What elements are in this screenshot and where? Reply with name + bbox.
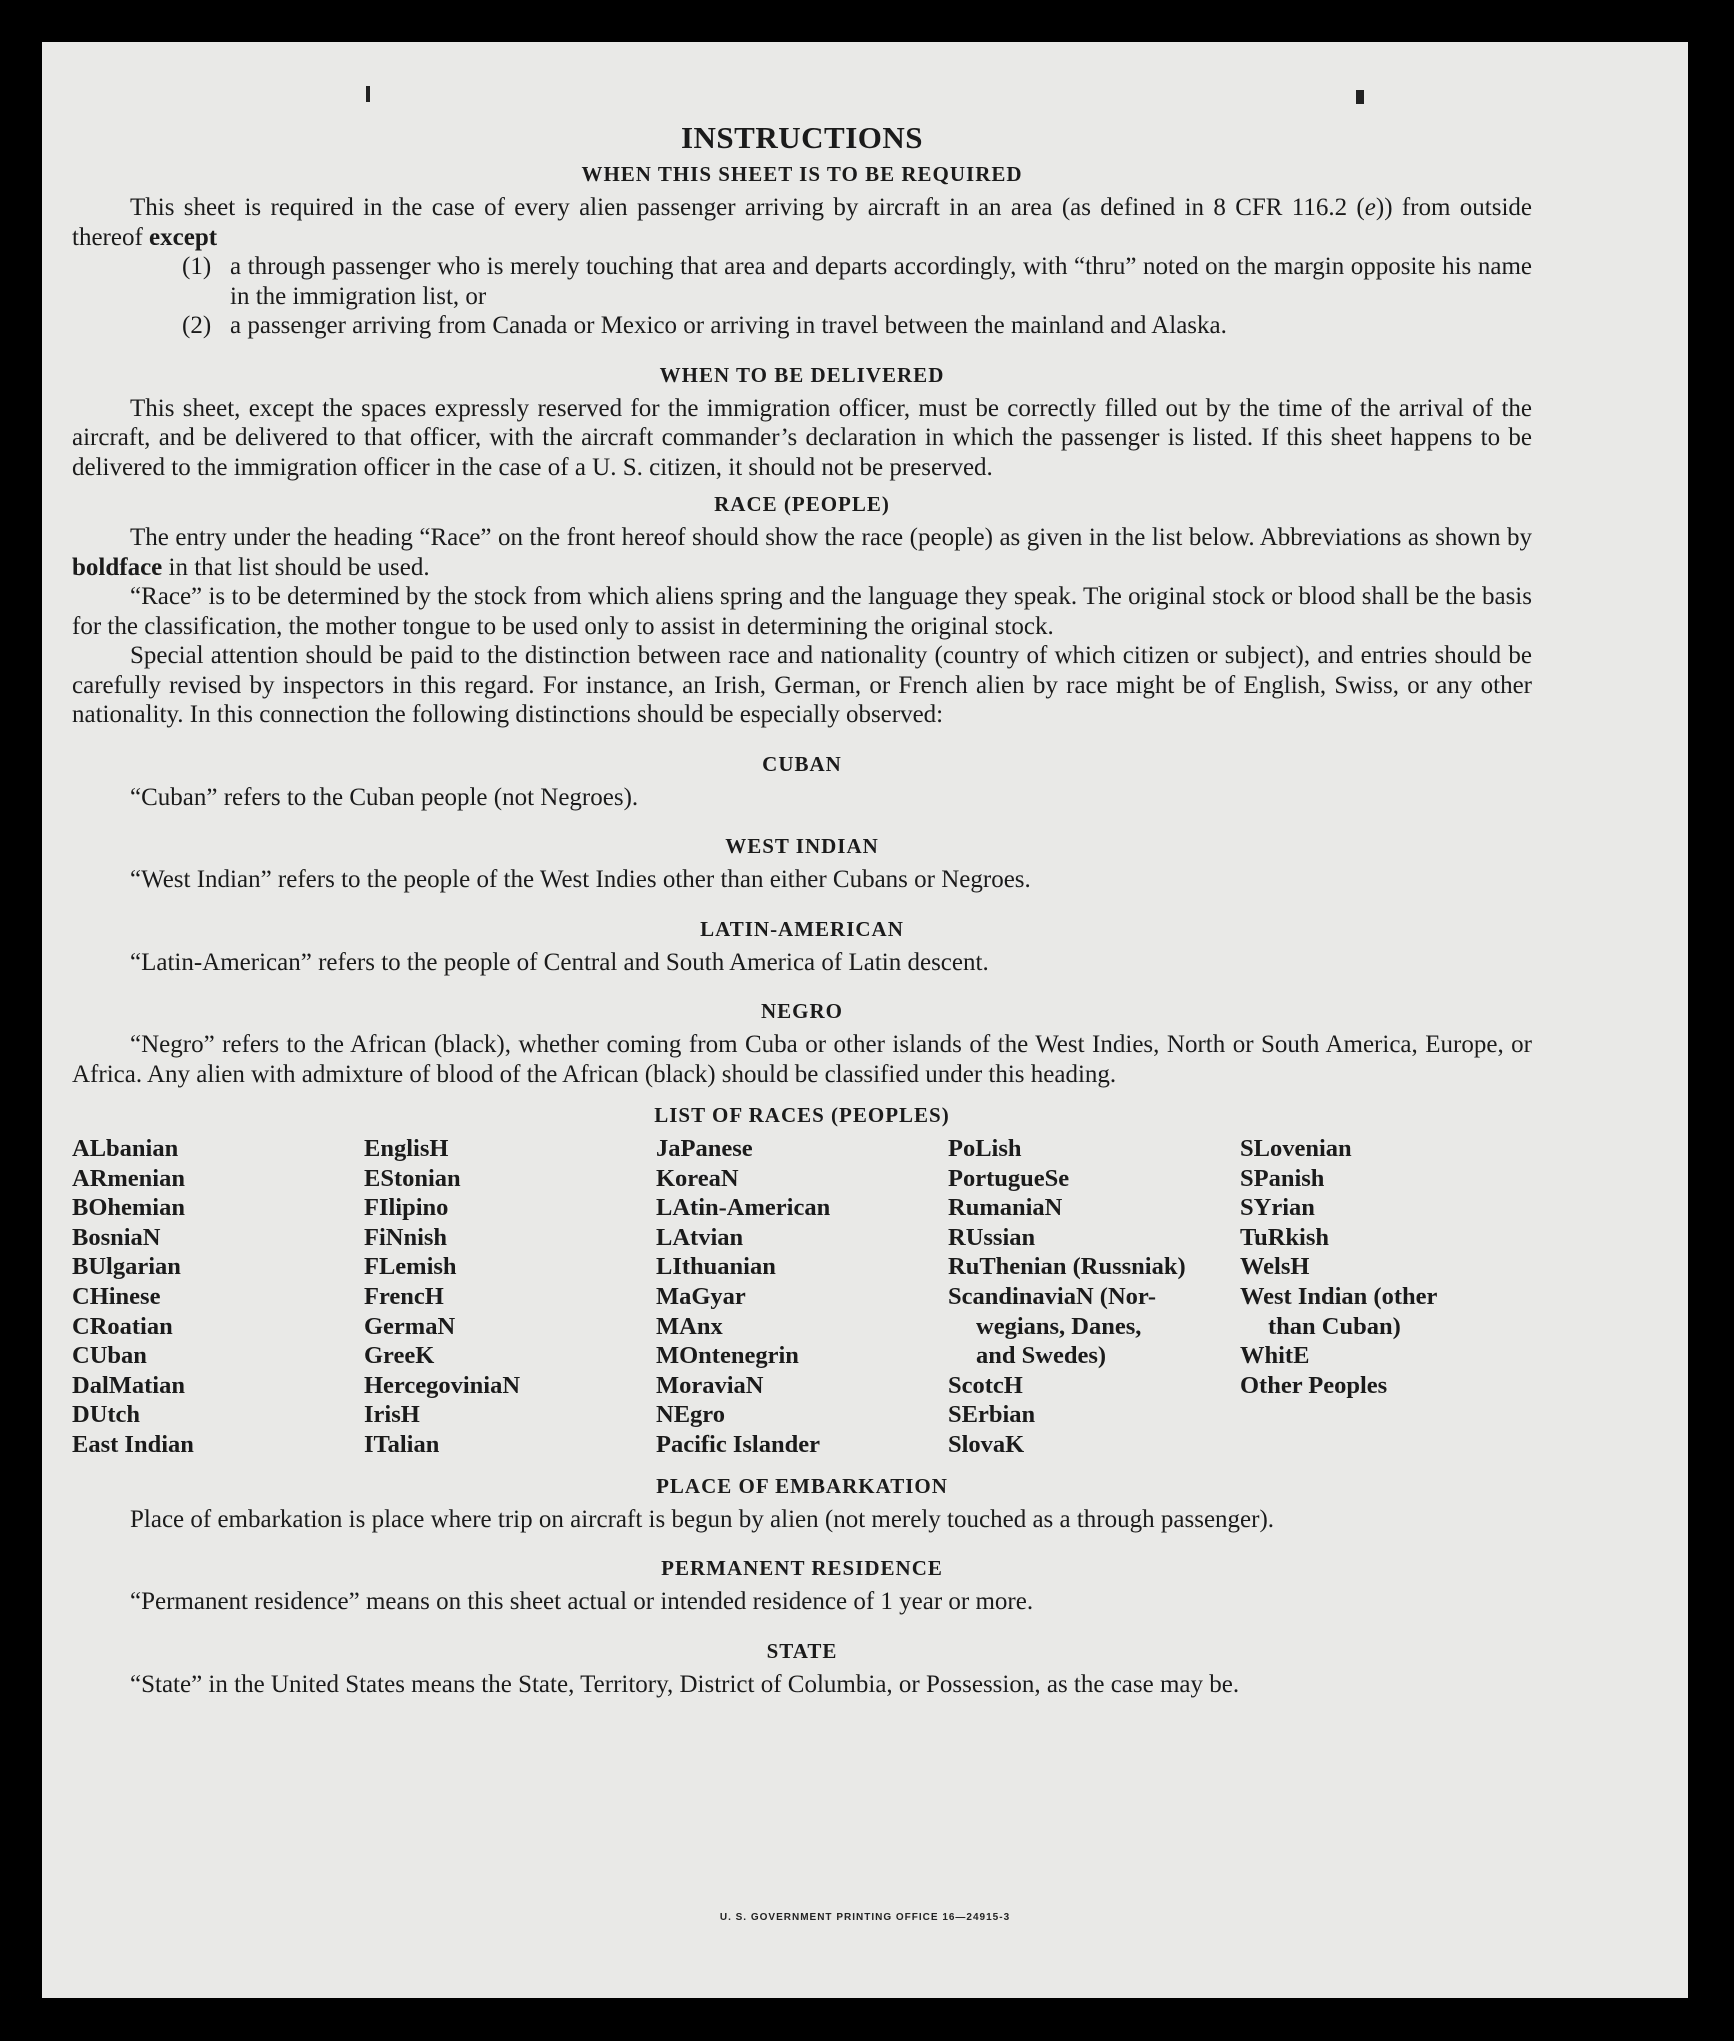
scan-speck bbox=[366, 86, 370, 102]
paragraph-latin-american: “Latin-American” refers to the people of Central and South America of Latin descent. bbox=[130, 948, 989, 976]
races-column-2 bbox=[364, 1134, 656, 1460]
race-entry: EnglisH bbox=[364, 1135, 449, 1162]
race-entry: GreeK bbox=[364, 1342, 435, 1370]
race-entry: SLovenian bbox=[1240, 1135, 1352, 1162]
heading-list-of-races: LIST OF RACES (PEOPLES) bbox=[654, 1103, 950, 1127]
race-entry: JaPanese bbox=[656, 1135, 753, 1162]
race-entry: SlovaK bbox=[948, 1430, 1025, 1458]
race-entry: LAtvian bbox=[656, 1223, 744, 1251]
race-entry: KoreaN bbox=[656, 1164, 739, 1192]
race-entry: WhitE bbox=[1240, 1342, 1310, 1370]
exception-item-1: (1) a through passenger who is merely touching that area and departs accordingly, with “thru” noted on the margin opposite his name in the immigration list, or bbox=[182, 253, 1532, 310]
exception-item-2: (2) a passenger arriving from Canada or Mexico or arriving in travel between the mainland and Alaska. bbox=[182, 312, 1227, 339]
printer-imprint: U. S. GOVERNMENT PRINTING OFFICE 16—24915-3 bbox=[719, 1912, 1011, 1923]
heading-permanent-residence: PERMANENT RESIDENCE bbox=[661, 1556, 943, 1581]
heading-west-indian: WEST INDIAN bbox=[725, 834, 879, 858]
race-entry: DUtch bbox=[72, 1401, 141, 1429]
document-sheet bbox=[42, 42, 1688, 1998]
race-entry: SPanish bbox=[1240, 1164, 1325, 1192]
race-entry: Other Peoples bbox=[1240, 1371, 1388, 1399]
heading-negro: NEGRO bbox=[760, 999, 843, 1023]
heading-when-required: WHEN THIS SHEET IS TO BE REQUIRED bbox=[581, 162, 1023, 186]
heading-latin-american: LATIN-AMERICAN bbox=[700, 916, 904, 941]
race-entry: PoLish bbox=[948, 1135, 1022, 1162]
race-entry: ITalian bbox=[364, 1430, 440, 1458]
race-entry: Pacific Islander bbox=[656, 1430, 820, 1458]
race-entry: DalMatian bbox=[72, 1371, 185, 1399]
race-entry: ARmenian bbox=[72, 1164, 185, 1192]
heading-embarkation: PLACE OF EMBARKATION bbox=[656, 1473, 948, 1498]
race-entry: MAnx bbox=[656, 1312, 723, 1340]
races-list bbox=[72, 1134, 1532, 1460]
paragraph-permanent-residence: “Permanent residence” means on this sheet actual or intended residence of 1 year or more. bbox=[130, 1588, 1034, 1616]
race-entry: CHinese bbox=[72, 1282, 161, 1310]
paragraph-negro: “Negro” refers to the African (black), whether coming from Cuba or other islands of the West Indies, North or South America, Europe, or Africa. Any alien with admixture of blood of the African (black) should be classified under this heading. bbox=[72, 1031, 1532, 1088]
race-entry: MoraviaN bbox=[656, 1371, 764, 1399]
race-entry: RuThenian (Russniak) bbox=[948, 1253, 1186, 1281]
heading-state: STATE bbox=[766, 1638, 838, 1663]
race-entry: TuRkish bbox=[1240, 1223, 1330, 1251]
race-entry: FIlipino bbox=[364, 1194, 449, 1222]
paragraph-embarkation: Place of embarkation is place where trip on aircraft is begun by alien (not merely touched as a through passenger). bbox=[130, 1505, 1275, 1533]
race-entry: CRoatian bbox=[72, 1312, 173, 1340]
race-entry: WelsH bbox=[1240, 1253, 1310, 1281]
race-entry: GermaN bbox=[364, 1312, 456, 1340]
paragraph-when-delivered: This sheet, except the spaces expressly reserved for the immigration officer, must be correctly filled out by the time of the arrival of the aircraft, and be delivered to that officer, with the aircraft commander’s declaration in which the passenger is listed. If this sheet happens to be delivered to the immigration officer in the case of a U. S. citizen, it should not be preserved. bbox=[72, 394, 1532, 481]
race-entry: RumaniaN bbox=[948, 1194, 1063, 1222]
race-entry: FLemish bbox=[364, 1253, 457, 1281]
races-column-1 bbox=[72, 1134, 364, 1460]
race-entry: East Indian bbox=[72, 1430, 194, 1458]
race-entry: HercegoviniaN bbox=[364, 1371, 521, 1399]
race-entry: SErbian bbox=[948, 1401, 1036, 1429]
race-entry: BUlgarian bbox=[72, 1253, 181, 1281]
paragraph-cuban: “Cuban” refers to the Cuban people (not Negroes). bbox=[130, 783, 639, 811]
heading-cuban: CUBAN bbox=[762, 751, 842, 776]
paragraph-state: “State” in the United States means the State, Territory, District of Columbia, or Possession, as the case may be. bbox=[130, 1670, 1240, 1698]
race-entry: MOntenegrin bbox=[656, 1342, 799, 1370]
paragraph-when-required: This sheet is required in the case of every alien passenger arriving by aircraft in an area (as defined in 8 CFR 116.2 (e)) from outside thereof except bbox=[72, 194, 1532, 251]
race-entry: NEgro bbox=[656, 1401, 725, 1429]
race-entry: RUssian bbox=[948, 1223, 1036, 1251]
race-entry: FrencH bbox=[364, 1282, 444, 1310]
race-entry: PortugueSe bbox=[948, 1164, 1070, 1192]
race-entry: EStonian bbox=[364, 1164, 461, 1192]
race-entry: West Indian (other than Cuban) bbox=[1240, 1282, 1438, 1340]
heading-when-delivered: WHEN TO BE DELIVERED bbox=[659, 362, 945, 387]
races-column-3 bbox=[656, 1134, 948, 1460]
race-entry: LIthuanian bbox=[656, 1253, 776, 1281]
race-entry: LAtin-American bbox=[656, 1194, 831, 1222]
scan-speck bbox=[1356, 90, 1364, 104]
paragraph-race-3: Special attention should be paid to the distinction between race and nationality (country of which citizen or subject), and entries should be carefully revised by inspectors in this regard. For instance, an Irish, German, or French alien by race might be of English, Swiss, or any other nationality. In this connection the following distinctions should be especially observed: bbox=[72, 642, 1532, 728]
paragraph-race-1: The entry under the heading “Race” on the front hereof should show the race (people) as given in the list below. Abbreviations as shown by boldface in that list should be used. bbox=[72, 524, 1532, 581]
paragraph-race-2: “Race” is to be determined by the stock from which aliens spring and the language they speak. The original stock or blood shall be the basis for the classification, the mother tongue to be used only to assist in determining the original stock. bbox=[72, 583, 1532, 640]
race-entry: SYrian bbox=[1240, 1194, 1315, 1222]
race-entry: ScandinaviaN (Nor- wegians, Danes, and Swedes) bbox=[948, 1282, 1157, 1370]
heading-race: RACE (PEOPLE) bbox=[714, 492, 890, 516]
race-entry: IrisH bbox=[364, 1401, 420, 1429]
paragraph-west-indian: “West Indian” refers to the people of the West Indies other than either Cubans or Negroes. bbox=[130, 866, 1031, 893]
document-body bbox=[72, 120, 1532, 1699]
page-title: INSTRUCTIONS bbox=[680, 120, 923, 155]
races-column-4 bbox=[948, 1134, 1240, 1460]
races-column-5 bbox=[1240, 1134, 1532, 1460]
race-entry: FiNnish bbox=[364, 1223, 448, 1251]
race-entry: ALbanian bbox=[72, 1135, 179, 1162]
race-entry: MaGyar bbox=[656, 1282, 746, 1310]
race-entry: ScotcH bbox=[948, 1371, 1023, 1399]
race-entry: CUban bbox=[72, 1342, 147, 1370]
race-entry: BosniaN bbox=[72, 1223, 161, 1251]
race-entry: BOhemian bbox=[72, 1194, 185, 1222]
